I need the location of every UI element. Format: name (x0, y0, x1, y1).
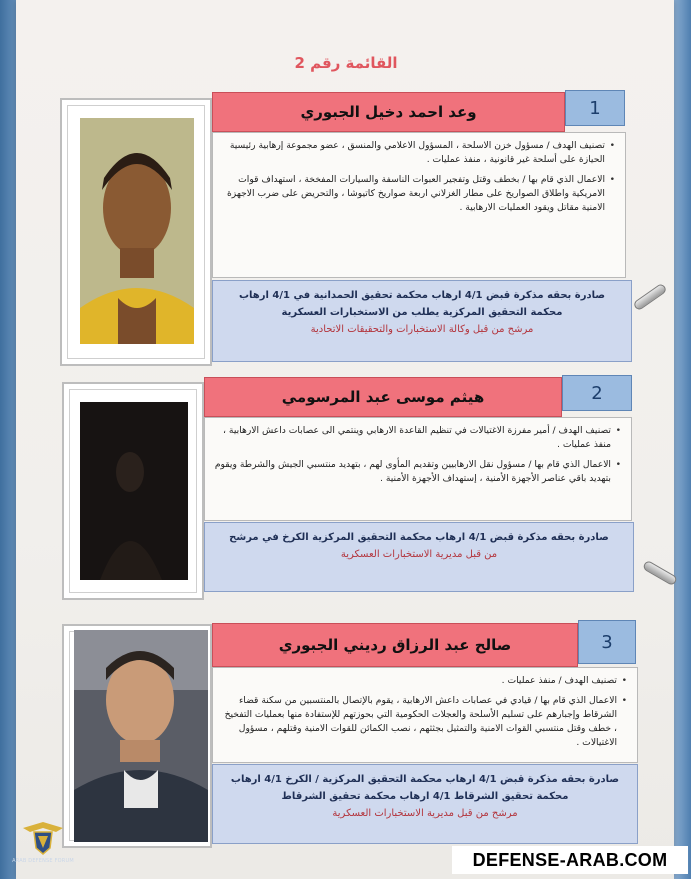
entry-name: وعد احمد دخيل الجبوري (212, 92, 565, 132)
warrant-text: صادرة بحقه مذكرة قبض 4/1 ارهاب محكمة التحقيق المركزية الكرخ في مرشح (229, 532, 609, 543)
nominating-agency: مرشح من قبل وكالة الاستخبارات والتحقيقات الاتحادية (310, 324, 534, 335)
warrant-box (212, 764, 638, 844)
acts-text: • الاعمال الذي قام بها / مسؤول نقل الارهابيين وتقديم المأوى لهم ، بتهديد منتسبي الجيش والشرطة ويقوم بتهديد باقي عناصر الأجهزة الأمنية ، إستهداف الأجهزة الأمنية . (213, 458, 621, 486)
portrait-photo (80, 118, 194, 344)
warrant-text: صادرة بحقه مذكرة قبض 4/1 ارهاب محكمة التحقيق المركزية / الكرخ 4/1 ارهاب محكمة تحقيق الشرقاط 4/1 ارهاب محكمة تحقيق الشرقاط (230, 774, 620, 802)
entry-number: 2 (562, 375, 632, 411)
warrant-text: صادرة بحقه مذكرة قبض 4/1 ارهاب محكمة تحقيق الحمدانية في 4/1 ارهاب محكمة التحقيق المركزية يطلب من الاستخبارات العسكرية (238, 290, 606, 318)
list-title: القائمة رقم 2 (294, 54, 398, 72)
forum-logo (8, 818, 78, 873)
entry-details (212, 132, 626, 278)
portrait-photo (80, 402, 188, 580)
nominating-agency: من قبل مديرية الاستخبارات العسكرية (340, 549, 498, 560)
entry-name: هيثم موسى عبد المرسومي (204, 377, 562, 417)
entry-details (204, 417, 632, 521)
acts-text: • الاعمال الذي قام بها / قيادي في عصابات داعش الارهابية ، يقوم بالإتصال بالمنتسبين من سكنة قضاء الشرقاط وإجبارهم على تسليم الأسلحة والعجلات الحكومية التي بحوزتهم للإستفادة منها بعمليات التفخيخ ، خطف وقتل منتسبي القوات الامنية والتمثيل بجثثهم ، نصب الكمائن للقوات الامنية وقتلهم ، مسؤول الاغتيالات . (221, 694, 627, 750)
forum-shield-logo-icon (18, 818, 68, 858)
forum-logo-text: ARAB DEFENSE FORUM (12, 858, 74, 864)
paper-clip-icon (632, 283, 667, 312)
acts-text: • الاعمال الذي قام بها / بخطف وقتل وتفجير العبوات الناسفة والسيارات المفخخة ، استهداف قوات الامريكية واطلاق الصواريخ على مطار الغزلاني اربعة صواريخ كاتيوشا ، والتحريض على ضرب الاجهزة الامنية مقاتل ويقود العمليات الارهابية . (221, 173, 615, 215)
nominating-agency: مرشح من قبل مديرية الاستخبارات العسكرية (332, 808, 518, 819)
paper-clip-icon (642, 560, 678, 587)
entry-details (212, 667, 638, 763)
warrant-box (204, 522, 634, 592)
document-page (16, 0, 674, 879)
entry-number: 1 (565, 90, 625, 126)
binder-right-edge (673, 0, 691, 879)
portrait-photo (74, 630, 208, 842)
warrant-box (212, 280, 632, 362)
classification-text: • تصنيف الهدف / مسؤول خزن الاسلحة ، المسؤول الاعلامي والمنسق ، عضو مجموعة إرهابية رئيسية الحيازة على أسلحة غير قانونية ، منفذ عمليات . (221, 139, 615, 167)
entry-name: صالح عبد الرزاق رديني الجبوري (212, 623, 578, 667)
entry-number: 3 (578, 620, 636, 664)
classification-text: • تصنيف الهدف / أمير مفرزة الاغتيالات في تنظيم القاعدة الارهابي وينتمي الى عصابات داعش الارهابية ، منفذ عمليات . (213, 424, 621, 452)
classification-text: • تصنيف الهدف / منفذ عمليات . (221, 674, 627, 688)
site-watermark: DEFENSE-ARAB.COM (452, 846, 688, 874)
